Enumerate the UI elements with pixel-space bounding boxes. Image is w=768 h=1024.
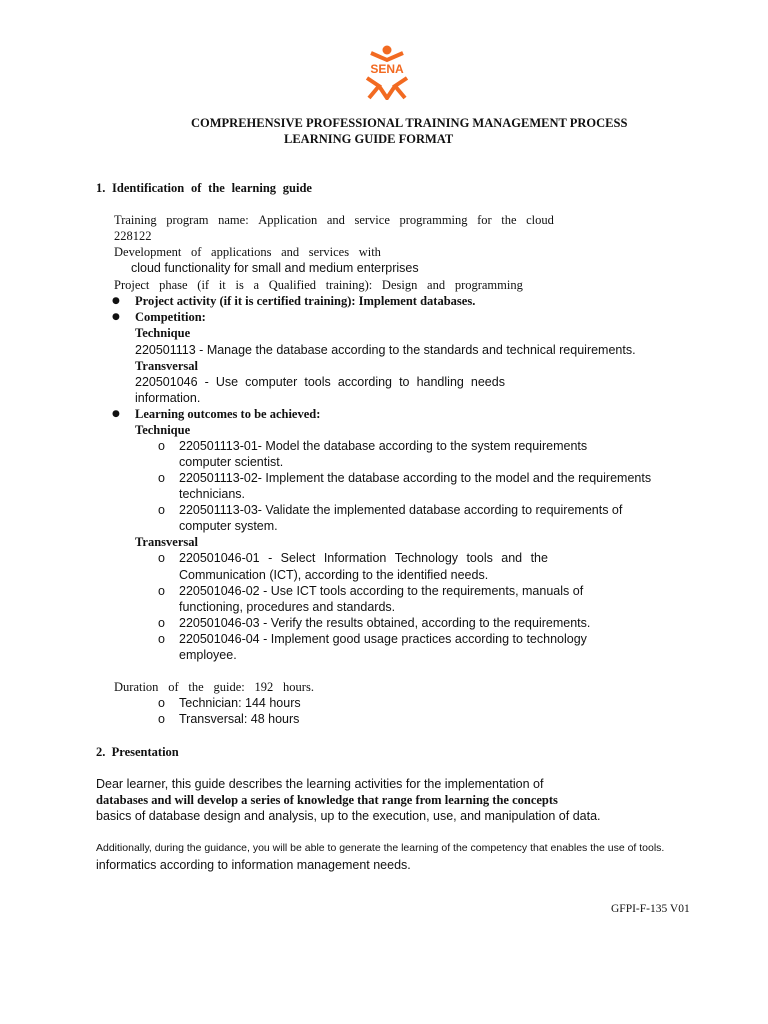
circle-bullet-icon: o — [158, 696, 165, 710]
development-line — [114, 245, 381, 260]
word: - — [204, 375, 209, 389]
word: it — [218, 278, 226, 292]
presentation-text-small: Additionally, during the guidance, you will be able to generate the learning of the competency that enables the use of tools. — [96, 842, 665, 854]
document-title: COMPREHENSIVE PROFESSIONAL TRAINING MANAGEMENT PROCESS — [191, 116, 628, 130]
word: Application — [258, 213, 318, 227]
technician-hours: Technician: 144 hours — [179, 696, 301, 710]
word: 220501046-01 — [179, 551, 260, 565]
transversal-outcome-cont: functioning, procedures and standards. — [179, 600, 396, 614]
technique-outcome: 220501113-03- Validate the implemented database according to requirements of — [179, 503, 623, 517]
word: name: — [218, 213, 249, 227]
word: Duration — [114, 680, 159, 694]
word: learning — [231, 181, 277, 195]
word: Design — [381, 278, 418, 292]
outcomes-technique-label: Technique — [135, 423, 191, 437]
word: the — [530, 551, 548, 565]
word: Qualified — [268, 278, 316, 292]
transversal-competency-2: information. — [135, 391, 201, 405]
document-subtitle: LEARNING GUIDE FORMAT — [284, 132, 454, 146]
word: tools — [304, 375, 331, 389]
circle-bullet-icon: o — [158, 471, 165, 485]
project-activity: Project activity (if it is certified training): Implement databases. — [135, 294, 476, 308]
transversal-outcome: 220501046-03 - Verify the results obtained, according to the requirements. — [179, 616, 591, 630]
technique-outcome-cont: computer system. — [179, 519, 278, 533]
project-phase — [114, 278, 523, 293]
word: computer — [245, 375, 298, 389]
presentation-text: Dear learner, this guide describes the learning activities for the implementation of — [96, 777, 544, 791]
transversal-hours: Transversal: 48 hours — [179, 712, 300, 726]
word: Select — [280, 551, 316, 565]
word: Training — [114, 213, 157, 227]
word: program — [166, 213, 209, 227]
circle-bullet-icon: o — [158, 712, 165, 726]
word: Development — [114, 245, 182, 259]
guide-duration — [114, 680, 314, 695]
circle-bullet-icon: o — [158, 632, 165, 646]
technique-outcome-cont: technicians. — [179, 487, 246, 501]
word: hours. — [283, 680, 314, 694]
circle-bullet-icon: o — [158, 439, 165, 453]
circle-bullet-icon: o — [158, 551, 165, 565]
program-name — [114, 213, 554, 228]
transversal-label: Transversal — [135, 359, 198, 373]
word: Project — [114, 278, 150, 292]
word: (if — [197, 278, 210, 292]
transversal-outcome-cont: employee. — [179, 648, 237, 662]
word: the — [208, 181, 225, 195]
technique-competency: 220501113 - Manage the database according to the standards and technical requirements. — [135, 343, 636, 357]
sena-logo — [357, 44, 417, 100]
word: - — [268, 551, 273, 565]
word: guide: — [213, 680, 245, 694]
transversal-competency — [135, 375, 505, 389]
word: for — [477, 213, 492, 227]
word: is — [235, 278, 244, 292]
sena-logo-text: SENA — [370, 62, 404, 76]
word: Technology — [394, 551, 459, 565]
presentation-text: informatics according to information management needs. — [96, 858, 411, 872]
form-code: GFPI-F-135 V01 — [611, 903, 690, 915]
word: cloud — [526, 213, 554, 227]
word: to — [399, 375, 410, 389]
word: applications — [211, 245, 272, 259]
word: Information — [323, 551, 387, 565]
word: programming — [399, 213, 468, 227]
transversal-outcome — [179, 551, 548, 565]
technique-outcome-cont: computer scientist. — [179, 455, 284, 469]
word: Use — [215, 375, 239, 389]
word: tools — [466, 551, 493, 565]
circle-bullet-icon: o — [158, 616, 165, 630]
word: programming — [454, 278, 523, 292]
word: of — [190, 245, 202, 259]
word: of — [190, 181, 202, 195]
word: needs — [470, 375, 505, 389]
word: 220501046 — [135, 375, 198, 389]
word: training): — [325, 278, 373, 292]
section2-heading: 2. Presentation — [96, 745, 179, 759]
presentation-text: databases and will develop a series of knowledge that range from learning the concepts — [96, 793, 558, 807]
word: service — [354, 213, 390, 227]
transversal-outcome: 220501046-04 - Implement good usage practices according to technology — [179, 632, 587, 646]
section1-number: 1. — [96, 181, 106, 195]
circle-bullet-icon: o — [158, 503, 165, 517]
section1-heading — [112, 181, 312, 196]
development-line-2: cloud functionality for small and medium enterprises — [131, 261, 419, 275]
word: with — [358, 245, 381, 259]
word: and — [281, 245, 300, 259]
technique-outcome: 220501113-02- Implement the database according to the model and the requirements — [179, 471, 652, 485]
word: and — [326, 213, 345, 227]
transversal-outcome-cont: Communication (ICT), according to the identified needs. — [179, 568, 489, 582]
word: and — [501, 551, 523, 565]
circle-bullet-icon: o — [158, 584, 165, 598]
word: of — [168, 680, 179, 694]
word: 192 — [254, 680, 274, 694]
program-code: 228122 — [114, 229, 152, 243]
word: and — [427, 278, 446, 292]
word: the — [188, 680, 204, 694]
presentation-text: basics of database design and analysis, up to the execution, use, and manipulation of data. — [96, 809, 601, 823]
word: handling — [416, 375, 464, 389]
word: services — [308, 245, 350, 259]
word: a — [253, 278, 260, 292]
word: the — [501, 213, 517, 227]
bullet-icon: ● — [112, 409, 120, 419]
transversal-outcome: 220501046-02 - Use ICT tools according to the requirements, manuals of — [179, 584, 584, 598]
outcomes-transversal-label: Transversal — [135, 535, 198, 549]
word: according — [337, 375, 393, 389]
competition-label: Competition: — [135, 310, 206, 324]
bullet-icon: ● — [112, 312, 120, 322]
word: phase — [159, 278, 188, 292]
word: Identification — [112, 181, 185, 195]
technique-outcome: 220501113-01- Model the database according to the system requirements — [179, 439, 588, 453]
outcomes-label: Learning outcomes to be achieved: — [135, 407, 321, 421]
word: guide — [282, 181, 312, 195]
bullet-icon: ● — [112, 296, 120, 306]
technique-label: Technique — [135, 326, 191, 340]
